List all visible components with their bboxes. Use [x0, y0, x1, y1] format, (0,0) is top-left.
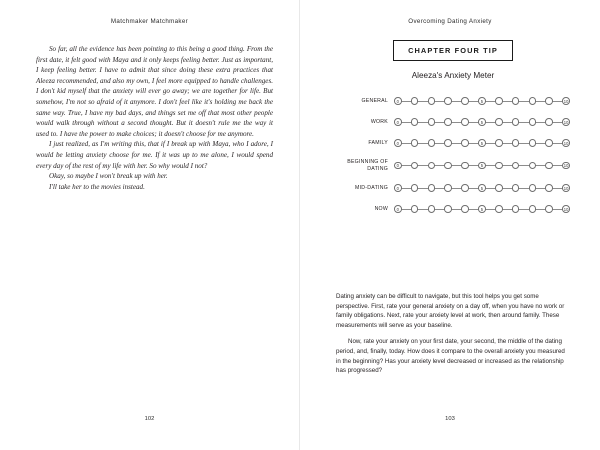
scale-dot[interactable] [545, 118, 553, 126]
scale-dot[interactable] [411, 162, 419, 170]
instruction-paragraph: Now, rate your anxiety on your first date, your second, the middle of the dating period, and, finally, today. How does it compare to the overall anxiety you measured in the beginning? Has your anxiety level decreased or increased as the relationship has progressed? [336, 338, 565, 375]
scale-dot[interactable] [444, 97, 452, 105]
meter-scale [394, 181, 570, 196]
scale-dot[interactable] [545, 97, 553, 105]
scale-dot[interactable] [428, 205, 436, 213]
meter-row [336, 133, 570, 154]
instruction-paragraph: Dating anxiety can be difficult to navigate, but this tool helps you get some perspective. First, rate your general anxiety on a day off, when you have no work or family obligations. Next, rate your anxiety level at work, then around family. These measurements will serve as your baseline. [336, 293, 565, 329]
scale-dot-10[interactable]: 10 [563, 140, 569, 146]
scale-dot-5[interactable]: 5 [478, 205, 486, 213]
meter-row [336, 154, 570, 178]
scale-dot[interactable] [545, 162, 553, 170]
scale-dot-5[interactable]: 5 [478, 162, 486, 170]
scale-dot-10[interactable]: 10 [563, 119, 569, 125]
scale-dot[interactable] [545, 184, 553, 192]
body-paragraph: I'll take her to the movies instead. [49, 182, 145, 191]
scale-dot[interactable] [461, 162, 469, 170]
scale-dot[interactable] [512, 139, 520, 147]
meter-row-label: GENERAL [361, 97, 388, 104]
scale-dots [394, 136, 570, 151]
meter-instructions [336, 292, 570, 376]
scale-dot[interactable] [529, 162, 537, 170]
anxiety-meter-rows [336, 91, 570, 220]
scale-dot[interactable] [512, 184, 520, 192]
scale-dot[interactable] [444, 162, 452, 170]
scale-dot[interactable] [512, 97, 520, 105]
scale-dot[interactable] [411, 97, 419, 105]
scale-dot[interactable] [529, 184, 537, 192]
meter-scale [394, 136, 570, 151]
meter-scale [394, 202, 570, 217]
meter-row [336, 178, 570, 199]
scale-dot[interactable] [545, 205, 553, 213]
scale-dot[interactable] [495, 118, 503, 126]
meter-scale [394, 158, 570, 173]
scale-dot[interactable] [512, 118, 520, 126]
scale-dot[interactable] [545, 139, 553, 147]
meter-row-label: NOW [374, 205, 388, 212]
scale-dot[interactable] [411, 139, 419, 147]
scale-dot[interactable] [461, 97, 469, 105]
scale-dot[interactable] [411, 118, 419, 126]
scale-dot[interactable] [495, 162, 503, 170]
scale-dots [394, 158, 570, 173]
meter-row-label: BEGINNING OF DATING [347, 159, 388, 172]
scale-dot[interactable] [444, 184, 452, 192]
scale-dot[interactable] [444, 205, 452, 213]
body-paragraph: Okay, so maybe I won't break up with her. [49, 172, 168, 181]
scale-dot[interactable] [428, 139, 436, 147]
meter-row [336, 112, 570, 133]
body-paragraph: I just realized, as I'm writing this, that if I break up with Maya, who I adore, I would be letting anxiety choose for me. If it was up to me alone, I would spend every day of the rest of my life with her. So why would I not? [36, 140, 273, 170]
meter-row-label: FAMILY [368, 139, 388, 146]
scale-dot[interactable] [411, 184, 419, 192]
scale-dot[interactable] [495, 139, 503, 147]
scale-dot[interactable] [411, 205, 419, 213]
scale-dot-5[interactable]: 5 [478, 118, 486, 126]
scale-dot[interactable] [512, 162, 520, 170]
anxiety-meter-title: Aleeza's Anxiety Meter [411, 70, 495, 80]
scale-dot-10[interactable]: 10 [563, 98, 569, 104]
scale-dot[interactable] [444, 139, 452, 147]
right-running-head: Overcoming Dating Anxiety [408, 18, 492, 25]
right-page [300, 0, 600, 450]
chapter-tip-banner: CHAPTER FOUR TIP [393, 40, 513, 61]
meter-scale [394, 94, 570, 109]
scale-dot-0[interactable]: 0 [394, 97, 402, 105]
scale-dot[interactable] [495, 97, 503, 105]
scale-dot[interactable] [428, 118, 436, 126]
scale-dot[interactable] [529, 118, 537, 126]
scale-dot[interactable] [512, 205, 520, 213]
scale-dot[interactable] [461, 118, 469, 126]
right-page-number: 103 [445, 416, 455, 422]
scale-dot[interactable] [495, 184, 503, 192]
scale-dot[interactable] [495, 205, 503, 213]
scale-dot-5[interactable]: 5 [478, 139, 486, 147]
chapter-tip-block [336, 40, 570, 220]
scale-dots [394, 94, 570, 109]
scale-dot-10[interactable]: 10 [563, 206, 569, 212]
scale-dot-5[interactable]: 5 [478, 97, 486, 105]
scale-dots [394, 115, 570, 130]
body-paragraph: So far, all the evidence has been pointing to this being a good thing. From the first date, it felt good with Maya and it only keeps feeling better. Just as important, I keep feeling better. I have to admit that since doing these extra practices that Aleeza recommended, and also my own, I feel more equipped to handle challenges. I don't kid myself that the anxiety will ever go away; we are together for life. But somehow, I'm not so afraid of it anymore. I don't feel like it's holding me back the same way. True, I have my bad days, and things set me off that most other people would walk through without a second thought. But it doesn't rule me the way it used to. I have the power to make choices; it doesn't choose for me anymore. [36, 45, 273, 138]
meter-row [336, 91, 570, 112]
scale-dot[interactable] [461, 139, 469, 147]
scale-dot[interactable] [428, 97, 436, 105]
scale-dots [394, 181, 570, 196]
scale-dot[interactable] [461, 184, 469, 192]
left-page-number: 102 [144, 416, 155, 422]
scale-dot[interactable] [428, 162, 436, 170]
left-body-text [36, 44, 273, 192]
scale-dot-0[interactable]: 0 [394, 162, 402, 170]
scale-dot[interactable] [529, 205, 537, 213]
scale-dot[interactable] [428, 184, 436, 192]
scale-dot-0[interactable]: 0 [394, 205, 402, 213]
meter-scale [394, 115, 570, 130]
scale-dot[interactable] [461, 205, 469, 213]
scale-dot-0[interactable]: 0 [394, 184, 402, 192]
left-running-head: Matchmaker Matchmaker [110, 18, 189, 25]
scale-dot-10[interactable]: 10 [563, 163, 569, 169]
scale-dot-10[interactable]: 10 [563, 185, 569, 191]
scale-dot-0[interactable]: 0 [394, 118, 402, 126]
scale-dots [394, 202, 570, 217]
scale-dot-0[interactable]: 0 [394, 139, 402, 147]
meter-row [336, 199, 570, 220]
meter-row-label: WORK [370, 118, 388, 125]
scale-dot[interactable] [444, 118, 452, 126]
scale-dot[interactable] [529, 139, 537, 147]
scale-dot[interactable] [529, 97, 537, 105]
meter-row-label: MID-DATING [355, 184, 388, 191]
scale-dot-5[interactable]: 5 [478, 184, 486, 192]
